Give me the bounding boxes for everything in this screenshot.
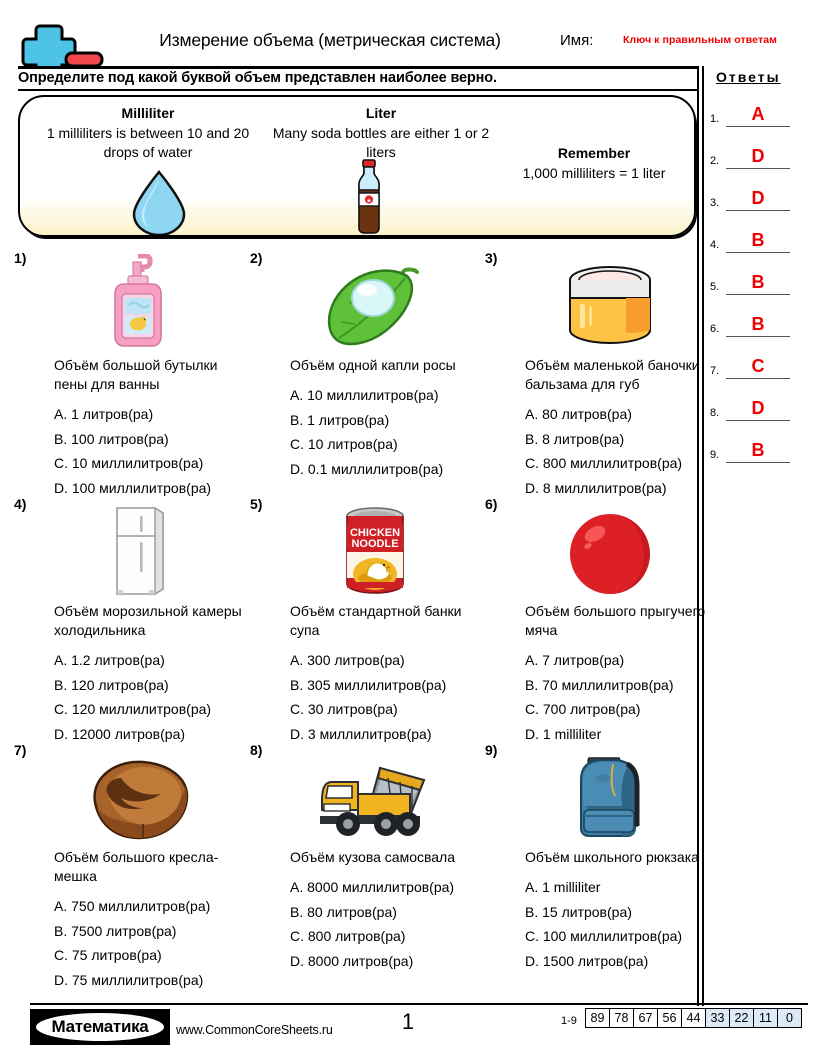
score-cell: 22: [729, 1008, 754, 1028]
option-b[interactable]: B. 8 литров(ра): [525, 430, 625, 447]
question-options: [250, 648, 482, 746]
dump-truck-icon: [250, 742, 482, 842]
question-options: [485, 875, 717, 973]
question-prompt: Объём большой бутылки пены для ванны: [54, 357, 218, 392]
question-number: 7): [14, 742, 27, 758]
score-cell: 0: [777, 1008, 802, 1028]
score-cell: 11: [753, 1008, 778, 1028]
score-scale: [586, 1008, 802, 1028]
answer-blank-line[interactable]: [726, 462, 790, 463]
svg-text:NOODLE: NOODLE: [351, 538, 399, 550]
option-b[interactable]: B. 120 литров(ра): [54, 676, 169, 693]
question-prompt: Объём стандартной банки супа: [290, 603, 462, 638]
option-b[interactable]: B. 305 миллилитров(ра): [290, 676, 447, 693]
soup-can-icon: [250, 496, 482, 596]
info-remember-heading: Remember: [557, 145, 631, 161]
question-number: 6): [485, 496, 498, 512]
answer-row: [710, 295, 810, 337]
question-number: 8): [250, 742, 263, 758]
svg-text:★: ★: [366, 198, 372, 205]
info-remember-text: 1,000 milliliters = 1 liter: [522, 165, 666, 181]
answer-number: 1.: [710, 113, 720, 125]
question-row-3: [14, 742, 698, 988]
question-number: 5): [250, 496, 263, 512]
answer-value: A: [751, 104, 765, 124]
answer-row: [710, 379, 810, 421]
answer-value: D: [751, 188, 765, 208]
answer-row: [710, 211, 810, 253]
bath-foam-bottle-icon: [14, 250, 246, 350]
score-cell: 67: [633, 1008, 658, 1028]
option-c[interactable]: C. 700 литров(ра): [525, 701, 641, 717]
svg-text:CHICKEN: CHICKEN: [349, 527, 401, 539]
answer-number: 6.: [710, 323, 720, 335]
answer-value: D: [751, 146, 765, 166]
answers-heading: Ответы: [716, 69, 781, 85]
question-number: 1): [14, 250, 27, 266]
question-options: [250, 383, 482, 481]
answer-value: B: [751, 230, 765, 250]
answer-row: [710, 337, 810, 379]
option-d[interactable]: D. 0.1 миллилитров(ра): [290, 460, 444, 477]
question-options: [14, 402, 246, 500]
question-options: [250, 875, 482, 973]
answer-number: 8.: [710, 407, 720, 419]
answer-value: B: [751, 440, 765, 460]
question-number: 4): [14, 496, 27, 512]
option-c[interactable]: C. 75 литров(ра): [54, 947, 162, 963]
answer-row: [710, 169, 810, 211]
info-liter-text: Many soda bottles are either 1 or 2 liters: [272, 125, 490, 160]
answer-value: B: [751, 272, 765, 292]
option-c[interactable]: C. 10 миллилитров(ра): [54, 455, 204, 471]
answer-number: 2.: [710, 155, 720, 167]
brand-label: Математика: [36, 1013, 164, 1041]
info-milliliter-heading: Milliliter: [121, 105, 175, 121]
answer-key-badge: Ключ к правильным ответам: [623, 34, 778, 46]
answer-number: 5.: [710, 281, 720, 293]
question-item-2: [250, 250, 482, 481]
lip-balm-jar-icon: [485, 250, 720, 350]
question-prompt: Объём школьного рюкзака: [525, 849, 699, 865]
option-b[interactable]: B. 70 миллилитров(ра): [525, 676, 674, 693]
option-b[interactable]: B. 1 литров(ра): [290, 411, 390, 428]
question-item-8: [250, 742, 482, 973]
question-number: 3): [485, 250, 498, 266]
answer-row: [710, 421, 810, 463]
directions-text: Определите под какой буквой объем представлен наиболее верно.: [18, 70, 497, 86]
bean-bag-chair-icon: [14, 742, 246, 842]
answer-row: [710, 127, 810, 169]
option-d[interactable]: D. 75 миллилитров(ра): [54, 971, 204, 988]
score-cell: 33: [705, 1008, 730, 1028]
question-number: 2): [250, 250, 263, 266]
option-a[interactable]: A. 80 литров(ра): [525, 406, 632, 422]
option-d[interactable]: D. 8000 литров(ра): [290, 952, 414, 969]
question-options: [485, 402, 720, 500]
answer-row: [710, 253, 810, 295]
score-cell: 89: [585, 1008, 610, 1028]
header-divider: [18, 66, 698, 69]
question-row-1: [14, 250, 698, 496]
question-item-9: [485, 742, 717, 973]
question-item-1: [14, 250, 246, 500]
option-d[interactable]: D. 8 миллилитров(ра): [525, 479, 667, 496]
info-milliliter-text: 1 milliliters is between 10 and 20 drops of water: [46, 125, 250, 160]
page-header: [0, 0, 816, 68]
website-url: www.CommonCoreSheets.ru: [176, 1023, 333, 1037]
answer-value: C: [751, 356, 765, 376]
backpack-icon: [485, 742, 717, 842]
footer-divider: [30, 1003, 808, 1005]
question-options: [485, 648, 717, 746]
option-b[interactable]: B. 100 литров(ра): [54, 430, 169, 447]
question-prompt: Объём одной капли росы: [290, 357, 456, 373]
question-prompt: Объём большого прыгучего мяча: [525, 603, 706, 638]
question-options: [14, 894, 246, 992]
leaf-dew-drop-icon: [250, 250, 482, 350]
answer-number: 9.: [710, 449, 720, 461]
info-col-milliliter: [30, 105, 266, 162]
page-number: 1: [401, 1009, 415, 1034]
option-a[interactable]: A. 1.2 литров(ра): [54, 652, 165, 668]
option-c[interactable]: C. 30 литров(ра): [290, 701, 398, 717]
page-title: Измерение объема (метрическая система): [159, 30, 501, 50]
question-prompt: Объём большого кресла-мешка: [54, 849, 219, 884]
soda-bottle-icon: [352, 159, 386, 240]
option-a[interactable]: A. 1 milliliter: [525, 879, 601, 895]
answer-value: D: [751, 398, 765, 418]
option-d[interactable]: D. 1500 литров(ра): [525, 952, 649, 969]
option-c[interactable]: C. 800 миллилитров(ра): [525, 455, 683, 471]
option-c[interactable]: C. 10 литров(ра): [290, 436, 398, 452]
question-options: [14, 648, 246, 746]
answers-panel: [710, 66, 810, 463]
score-range-label: 1-9: [561, 1015, 577, 1027]
option-c[interactable]: C. 800 литров(ра): [290, 928, 406, 944]
question-item-7: [14, 742, 246, 992]
bouncy-ball-icon: [485, 496, 717, 596]
directions-divider: [18, 89, 698, 91]
name-label: Имя:: [560, 32, 594, 49]
question-number: 9): [485, 742, 498, 758]
question-prompt: Объём морозильной камеры холодильника: [54, 603, 242, 638]
answer-row: [710, 85, 810, 127]
question-item-3: [485, 250, 720, 500]
question-item-4: [14, 496, 246, 746]
option-a[interactable]: A. 1 литров(ра): [54, 406, 154, 422]
info-col-liter: [266, 105, 496, 162]
option-d[interactable]: D. 100 миллилитров(ра): [54, 479, 212, 496]
option-c[interactable]: C. 120 миллилитров(ра): [54, 701, 212, 717]
question-item-5: [250, 496, 482, 746]
page-footer: [0, 1003, 816, 1056]
question-prompt: Объём маленькой баночки бальзама для губ: [525, 357, 700, 392]
answer-number: 4.: [710, 239, 720, 251]
answer-number: 7.: [710, 365, 720, 377]
refrigerator-icon: [14, 496, 246, 596]
answer-number: 3.: [710, 197, 720, 209]
option-a[interactable]: A. 8000 миллилитров(ра): [290, 879, 455, 895]
question-prompt: Объём кузова самосвала: [290, 849, 455, 865]
option-c[interactable]: C. 100 миллилитров(ра): [525, 928, 683, 944]
option-d[interactable]: D. 12000 литров(ра): [54, 725, 186, 742]
info-box: [18, 95, 696, 237]
option-a[interactable]: A. 7 литров(ра): [525, 652, 625, 668]
question-row-2: [14, 496, 706, 742]
option-d[interactable]: D. 1 milliliter: [525, 725, 602, 742]
option-a[interactable]: A. 750 миллилитров(ра): [54, 898, 211, 914]
questions-grid: [14, 250, 706, 988]
plus-minus-logo-icon: [18, 24, 104, 68]
water-drop-icon: [128, 169, 190, 240]
question-item-6: [485, 496, 717, 746]
option-a[interactable]: A. 10 миллилитров(ра): [290, 387, 439, 403]
option-b[interactable]: B. 7500 литров(ра): [54, 922, 177, 939]
score-cell: 44: [681, 1008, 706, 1028]
score-cell: 56: [657, 1008, 682, 1028]
answer-value: B: [751, 314, 765, 334]
info-col-remember: [496, 145, 692, 183]
score-cell: 78: [609, 1008, 634, 1028]
option-a[interactable]: A. 300 литров(ра): [290, 652, 405, 668]
option-b[interactable]: B. 15 литров(ра): [525, 903, 632, 920]
info-liter-heading: Liter: [365, 105, 397, 121]
option-b[interactable]: B. 80 литров(ра): [290, 903, 397, 920]
option-d[interactable]: D. 3 миллилитров(ра): [290, 725, 432, 742]
